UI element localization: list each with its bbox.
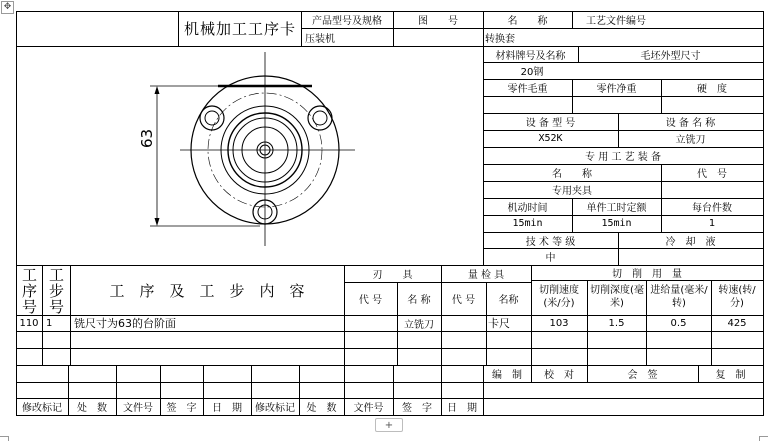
coolant-label: 冷 却 液	[665, 236, 716, 248]
revision-place-label-2: 处 数	[306, 403, 337, 414]
revision-file-label-2: 文件号	[353, 403, 384, 414]
machine-time-value: 15min	[512, 218, 543, 229]
row1-gauge-name: 卡尺	[488, 317, 510, 330]
part-drawing	[150, 52, 355, 246]
row1-feed: 0.5	[670, 317, 687, 329]
cutting-depth-header: 切削深度(毫米)	[590, 285, 644, 309]
tech-grade-label: 技 术 等 级	[525, 236, 576, 248]
row1-process-no: 110	[19, 317, 39, 329]
hardness-label: 硬 度	[697, 84, 727, 95]
gauge-code-header: 代 号	[451, 295, 476, 306]
step-no-header: 工步号	[48, 265, 64, 316]
material-label: 材料牌号及名称	[495, 50, 566, 62]
row1-depth: 1.5	[608, 317, 625, 329]
cutting-header: 切 削 用 量	[612, 269, 682, 280]
countersign-label: 会 签	[627, 370, 658, 381]
machine-time-label: 机动时间	[507, 203, 548, 214]
equipment-name-label: 设 备 名 称	[665, 118, 716, 129]
row1-rpm: 425	[727, 317, 747, 329]
row1-tool-name: 立铣刀	[404, 319, 434, 331]
dimension-63-label: 63	[138, 128, 156, 148]
part-blank-weight-label: 零件毛重	[507, 84, 548, 95]
se-name-label: 名 称	[552, 169, 592, 180]
revision-sign-label: 签 字	[166, 403, 197, 414]
revision-sign-label-2: 签 字	[402, 403, 432, 414]
tech-grade-value: 中	[545, 253, 556, 264]
revision-place-label: 处 数	[77, 403, 107, 414]
revision-mark-label-2: 修改标记	[255, 403, 295, 414]
unit-time-label: 单件工时定额	[586, 203, 647, 214]
part-net-weight-label: 零件净重	[596, 84, 637, 95]
unit-time-value: 15min	[601, 218, 632, 229]
revision-date-label-2: 日 期	[447, 403, 477, 414]
material-value: 20钢	[520, 67, 544, 78]
row1-step-no: 1	[46, 317, 53, 329]
rpm-header: 转速(转/分)	[718, 285, 756, 309]
name-value: 转换套	[485, 33, 515, 45]
card-title: 机械加工工序卡	[183, 20, 296, 38]
equipment-model-label: 设 备 型 号	[525, 118, 576, 129]
review-label: 复 制	[715, 370, 746, 381]
special-equipment-label: 专 用 工 艺 装 备	[585, 152, 661, 163]
cutting-speed-header: 切削速度(米/分)	[539, 285, 579, 309]
se-code-label: 代 号	[697, 169, 727, 180]
proofread-label: 校 对	[544, 370, 574, 381]
equipment-name-value: 立铣刀	[675, 135, 706, 146]
revision-mark-label: 修改标记	[22, 403, 62, 414]
gauge-header: 量 检 具	[467, 270, 505, 281]
tool-code-header: 代 号	[358, 295, 383, 306]
drawing-no-label: 图 号	[418, 16, 458, 27]
add-row-button[interactable]: +	[375, 418, 403, 432]
process-no-header: 工序号	[21, 265, 37, 316]
tool-name-header: 名 称	[407, 295, 431, 306]
blank-size-label: 毛坯外型尺寸	[640, 50, 701, 62]
product-model-label: 产品型号及规格	[312, 16, 382, 27]
tool-header: 刃 具	[372, 270, 413, 281]
compile-label: 编 制	[492, 370, 522, 381]
per-unit-value: 1	[708, 218, 716, 229]
revision-date-label: 日 期	[212, 403, 242, 414]
product-model-value: 压装机	[305, 33, 335, 45]
se-name-value: 专用夹具	[552, 186, 592, 197]
process-content-header: 工 序 及 工 步 内 容	[109, 282, 305, 300]
equipment-model-value: X52K	[538, 133, 563, 144]
name-label: 名 称	[507, 16, 548, 27]
process-doc-no-label: 工艺文件编号	[586, 16, 646, 27]
move-handle-icon[interactable]: ✥	[1, 1, 14, 14]
row1-speed: 103	[549, 317, 569, 329]
gauge-name-header: 名称	[498, 295, 519, 306]
feed-header: 进给量(毫米/转)	[650, 285, 708, 309]
revision-file-label: 文件号	[123, 403, 153, 414]
row1-content: 铣尺寸为63的台阶面	[74, 317, 176, 330]
per-unit-label: 每台件数	[692, 203, 732, 214]
